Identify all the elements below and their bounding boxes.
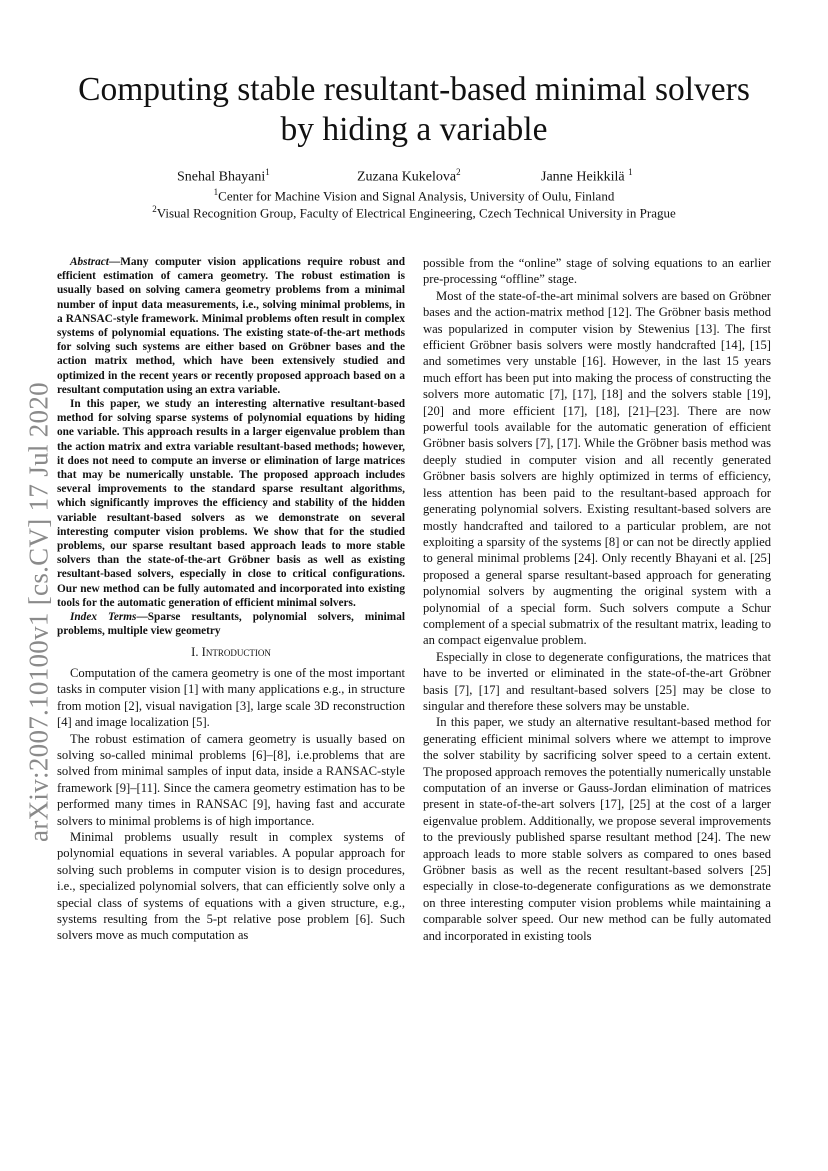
affiliation-text: Center for Machine Vision and Signal Analysis, University of Oulu, Finland <box>218 188 615 204</box>
affiliation-2 <box>60 204 768 221</box>
abstract-paragraph <box>57 255 405 397</box>
body-paragraph: Most of the state-of-the-art minimal solvers are based on Gröbner bases and the action-matrix method [12]. The Gröbner basis method was popularized in computer vision by Stewenius [13]. The first efficient Gröbner basis solvers were mostly handcrafted [14], [15] and sometimes very unstable [16]. However, in the last 15 years much effort has been put into making the process of constructing the solvers more automatic [7], [17], [18] and the solvers stable [19], [20] and more efficient [17], [18], [21]–[23]. There are now powerful tools available for the automatic generation of efficient Gröbner basis solvers [7], [17]. While the Gröbner basis method was deeply studied in computer vision and all recently generated Gröbner basis solvers are highly optimized in terms of efficiency, less attention has been paid to the resultant-based approach for generating polynomial solvers. Existing resultant-based solvers are mostly handcrafted and tailored to a particular problem, are not exploiting a sparsity of the systems [8] or can not be directly applied to general minimal problems [24]. Only recently Bhayani et al. [25] proposed a general sparse resultant-based approach for generating polynomial solvers by augmenting the original system with a polynomial of a special form. Such solvers compute a Schur complement of a special submatrix of the resultant matrix, leading to an compact eigenvalue problem. <box>423 288 771 648</box>
abstract-text: —Many computer vision applications require robust and efficient estimation of camera geometry. The robust estimation is usually based on solving camera geometry problems from a minimal number of input data measurements, i.e., solving minimal problems, in a RANSAC-style framework. Minimal problems often result in complex systems of polynomial equations. The existing state-of-the-art methods for solving such systems are either based on Gröbner bases and the action matrix method, which have been extensively studied and optimized in the recent years or recently proposed approach based on a resultant computation using an extra variable. <box>57 256 405 396</box>
paper-title: Computing stable resultant-based minimal solvers by hiding a variable <box>78 71 750 148</box>
body-paragraph: possible from the “online” stage of solving equations to an earlier pre-processing “offline” stage. <box>423 256 771 287</box>
author-affil-mark: 1 <box>265 167 270 177</box>
author-1 <box>177 167 270 186</box>
author-name: Janne Heikkilä <box>541 169 625 185</box>
author-3 <box>541 167 633 186</box>
index-terms <box>57 610 405 638</box>
body-paragraph: The robust estimation of camera geometry is usually based on solving so-called minimal problems [6]–[8], i.e.problems that are solved from minimal samples of input data, inside a RANSAC-style framework [9]–[11]. Since the camera geometry estimation has to be performed many times in RANSAC [9], having fast and accurate solvers to minimal problems is of high importance. <box>57 731 405 828</box>
author-name: Zuzana Kukelova <box>357 169 457 185</box>
affiliation-mark: 1 <box>213 187 219 197</box>
affiliation-1 <box>60 187 768 204</box>
author-affil-mark: 1 <box>628 167 633 177</box>
body-paragraph: Especially in close to degenerate configurations, the matrices that have to be inverted or eliminated in the state-of-the-art Gröbner basis [7], [17] and resultant-based solvers [25] may be close to singular and therefore these solvers may be unstable. <box>423 649 771 713</box>
affiliation-mark: 2 <box>152 204 157 214</box>
section-heading: I. Introduction <box>191 645 271 660</box>
index-terms-text: —Sparse resultants, polynomial solvers, minimal problems, multiple view geometry <box>57 611 405 638</box>
arxiv-stamp-text: arXiv:2007.10100v1 [cs.CV] 17 Jul 2020 <box>23 382 54 842</box>
affiliation-text: Visual Recognition Group, Faculty of Electrical Engineering, Czech Technical University in Prague <box>156 205 676 221</box>
abstract-label: Abstract <box>70 256 109 268</box>
index-terms-label: Index Terms <box>70 611 137 624</box>
left-column <box>57 255 405 944</box>
author-name: Snehal Bhayani <box>177 169 266 185</box>
right-column <box>423 255 771 944</box>
body-paragraph: Computation of the camera geometry is one of the most important tasks in computer vision [1] with many applications e.g., in structure from motion [2], visual navigation [3], large scale 3D reconstruction [4] and image localization [5]. <box>57 665 405 730</box>
author-2 <box>357 167 461 186</box>
abstract <box>57 255 405 610</box>
body-paragraph: In this paper, we study an alternative resultant-based method for generating efficient minimal solvers where we attempt to improve the solver stability by sacrificing solver speed to a certain extent. The proposed approach removes the potentially numerically unstable computation of an inverse or Gauss-Jordan elimination of matrices present in state-of-the-art solvers [17], [25] at the cost of a larger eigenvalue problem. Additionally, we propose several improvements to the previously published sparse resultant method [24]. The new approach leads to more stable solvers as compared to ones based Gröbner basis as well as the recent resultant-based solvers [25] especially in close-to-degenerate configurations as we demonstrate on three interesting computer vision problems while maintaining a comparable solver speed. Our new method can be fully automated and incorporated in existing tools <box>423 715 771 943</box>
author-affil-mark: 2 <box>456 167 461 177</box>
author-list <box>60 167 768 187</box>
body-paragraph: Minimal problems usually result in complex systems of polynomial equations in several variables. A popular approach for solving such problems in computer vision is to design procedures, i.e., specialized polynomial solvers, that can efficiently solve only a special class of systems of equations with a given structure, e.g., systems resulting from the 5-pt relative pose problem [6]. Such solvers move as much computation as <box>57 829 405 943</box>
arxiv-identifier-stamp <box>20 372 58 852</box>
abstract-paragraph: In this paper, we study an interesting alternative resultant-based method for solving sparse systems of polynomial equations by hiding one variable. This approach results in a larger eigenvalue problem than the action matrix and extra variable resultant-based methods; however, it does not need to compute an inverse or elimination of large matrices that may be numerically unstable. The proposed approach includes several improvements to the standard sparse resultant algorithms, which significantly improves the efficiency and stability of the hidden variable resultant-based solvers as we demonstrate on several interesting computer vision problems. We show that for the studied problems, our sparse resultant based approach leads to more stable solvers than the state-of-the-art Gröbner basis as well as existing resultant-based solvers, especially in close to critical configurations. Our new method can be fully automated and incorporated into existing tools for the automatic generation of efficient minimal solvers. <box>57 398 405 609</box>
